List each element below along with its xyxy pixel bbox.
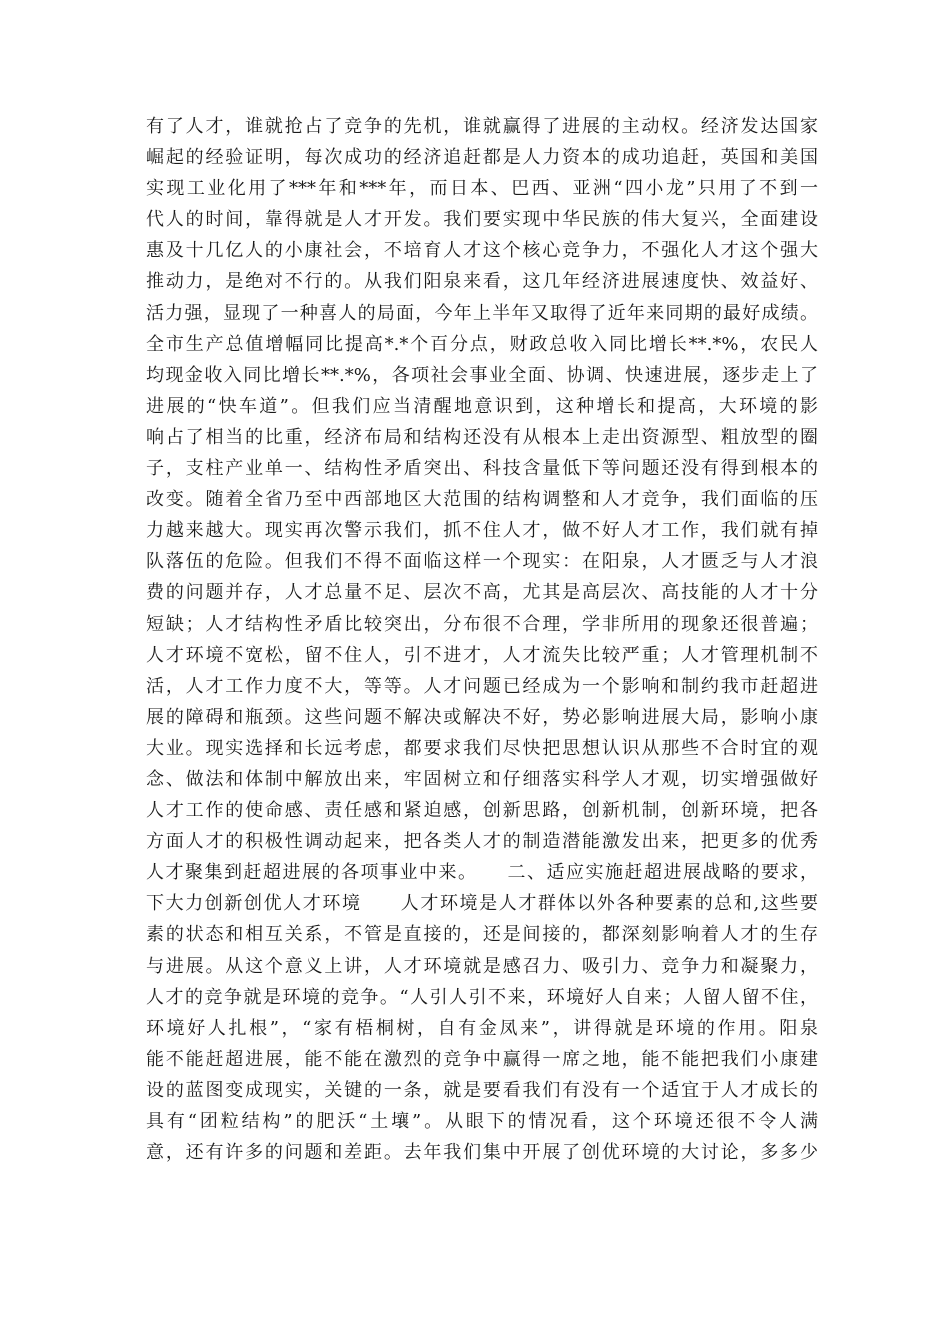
text-line: 念、做法和体制中解放出来，牢固树立和仔细落实科学人才观，切实增强做好	[146, 768, 818, 790]
text-line: 环境好人扎根”，“家有梧桐树，自有金凤来”，讲得就是环境的作用。阳泉	[146, 1017, 818, 1039]
text-line: 设的蓝图变成现实，关键的一条，就是要看我们有没有一个适宜于人才成长的	[146, 1079, 818, 1101]
text-line: 均现金收入同比增长**.*%，各项社会事业全面、协调、快速进展，逐步走上了	[146, 364, 818, 386]
text-line: 代人的时间，靠得就是人才开发。我们要实现中华民族的伟大复兴，全面建设	[146, 209, 818, 231]
text-line: 展的障碍和瓶颈。这些问题不解决或解决不好，势必影响进展大局，影响小康	[146, 706, 818, 728]
text-line: 崛起的经验证明，每次成功的经济追赶都是人力资本的成功追赶，英国和美国	[146, 147, 818, 169]
text-line: 费的问题并存，人才总量不足、层次不高，尤其是高层次、高技能的人才十分	[146, 582, 818, 604]
text-line: 能不能赶超进展，能不能在激烈的竞争中赢得一席之地，能不能把我们小康建	[146, 1048, 818, 1070]
text-line: 实现工业化用了***年和***年，而日本、巴西、亚洲“四小龙”只用了不到一	[146, 178, 818, 200]
text-line: 活力强，显现了一种喜人的局面，今年上半年又取得了近年来同期的最好成绩。	[146, 302, 818, 324]
text-line: 全市生产总值增幅同比提高*.*个百分点，财政总收入同比增长**.*%，农民人	[146, 333, 818, 355]
text-line: 具有“团粒结构”的肥沃“土壤”。从眼下的情况看，这个环境还很不令人满	[146, 1111, 818, 1132]
text-line: 下大力创新创优人才环境 人才环境是人才群体以外各种要素的总和,这些要	[146, 893, 818, 915]
text-line: 改变。随着全省乃至中西部地区大范围的结构调整和人才竞争，我们面临的压	[146, 489, 818, 511]
text-line: 子，支柱产业单一、结构性矛盾突出、科技含量低下等问题还没有得到根本的	[146, 458, 818, 480]
text-line: 方面人才的积极性调动起来，把各类人才的制造潜能激发出来，把更多的优秀	[146, 831, 818, 853]
text-line: 意，还有许多的问题和差距。去年我们集中开展了创优环境的大讨论，多多少	[146, 1142, 818, 1164]
text-line: 活，人才工作力度不大，等等。人才问题已经成为一个影响和制约我市赶超进	[146, 675, 818, 697]
text-line: 大业。现实选择和长远考虑，都要求我们尽快把思想认识从那些不合时宜的观	[146, 737, 818, 759]
text-line: 人才聚集到赶超进展的各项事业中来。 二、适应实施赶超进展战略的要求，	[146, 862, 818, 884]
text-line: 人才环境不宽松，留不住人，引不进才，人才流失比较严重；人才管理机制不	[146, 644, 818, 666]
text-line: 素的状态和相互关系，不管是直接的，还是间接的，都深刻影响着人才的生存	[146, 924, 818, 946]
body-text	[146, 111, 818, 1168]
text-line: 人才工作的使命感、责任感和紧迫感，创新思路，创新机制，创新环境，把各	[146, 800, 818, 822]
text-line: 力越来越大。现实再次警示我们，抓不住人才，做不好人才工作，我们就有掉	[146, 520, 818, 542]
text-line: 短缺；人才结构性矛盾比较突出，分布很不合理，学非所用的现象还很普遍；	[146, 613, 818, 635]
text-line: 有了人才，谁就抢占了竞争的先机，谁就赢得了进展的主动权。经济发达国家	[146, 116, 818, 137]
text-line: 响占了相当的比重，经济布局和结构还没有从根本上走出资源型、粗放型的圈	[146, 426, 818, 448]
text-line: 与进展。从这个意义上讲，人才环境就是感召力、吸引力、竞争力和凝聚力，	[146, 955, 818, 977]
text-line: 推动力，是绝对不行的。从我们阳泉来看，这几年经济进展速度快、效益好、	[146, 271, 818, 293]
text-line: 惠及十几亿人的小康社会，不培育人才这个核心竞争力，不强化人才这个强大	[146, 240, 818, 262]
text-line: 人才的竞争就是环境的竞争。“人引人引不来，环境好人自来；人留人留不住，	[146, 986, 818, 1008]
text-line: 进展的“快车道”。但我们应当清醒地意识到，这种增长和提高，大环境的影	[146, 395, 818, 417]
text-line: 队落伍的危险。但我们不得不面临这样一个现实：在阳泉，人才匮乏与人才浪	[146, 551, 818, 573]
